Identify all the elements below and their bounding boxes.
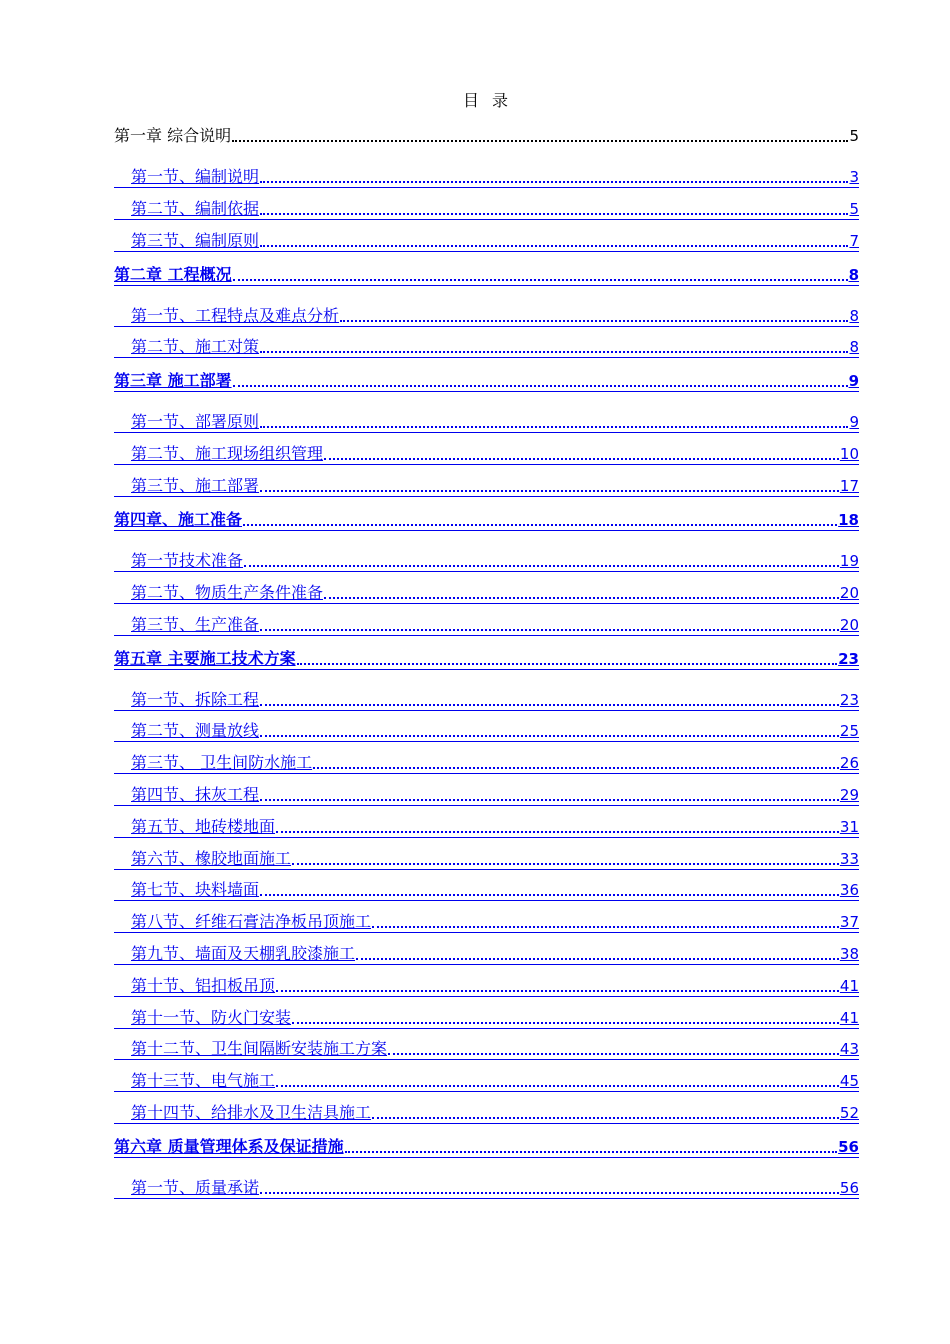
toc-page-number: 19 [839, 551, 859, 570]
toc-section-link[interactable] [114, 410, 859, 434]
toc-dot-leader [232, 140, 848, 142]
toc-dot-leader [356, 958, 839, 960]
toc-entry-label: 第二节、编制依据 [131, 198, 260, 218]
toc-entry-label: 第三节、生产准备 [131, 614, 260, 634]
table-of-contents [114, 124, 859, 1200]
toc-page-number: 29 [839, 785, 859, 804]
toc-page-number: 33 [839, 849, 859, 868]
toc-entry-label: 第二节、施工现场组织管理 [131, 444, 324, 464]
toc-dot-leader [260, 735, 839, 737]
toc-section-link[interactable] [114, 197, 859, 221]
toc-chapter-link[interactable] [114, 647, 859, 671]
toc-dot-leader [260, 181, 848, 183]
toc-dot-leader [297, 663, 838, 665]
toc-section-link[interactable] [114, 613, 859, 637]
toc-entry-label: 第三节、 卫生间防水施工 [131, 753, 313, 773]
toc-page-number: 38 [839, 944, 859, 963]
toc-section-link[interactable] [114, 549, 859, 573]
toc-entry-label: 第二节、物质生产条件准备 [131, 582, 324, 602]
toc-entry-label: 第一节技术准备 [131, 550, 244, 570]
toc-section-link[interactable] [114, 1037, 859, 1061]
toc-dot-leader [260, 629, 839, 631]
toc-section-link[interactable] [114, 974, 859, 998]
toc-dot-leader [260, 490, 839, 492]
toc-dot-leader [388, 1053, 839, 1055]
toc-section-link[interactable] [114, 847, 859, 871]
toc-section-link[interactable] [114, 442, 859, 466]
toc-dot-leader [260, 1192, 839, 1194]
toc-dot-leader [260, 213, 848, 215]
toc-entry-label: 第十一节、防火门安装 [131, 1007, 292, 1027]
toc-dot-leader [244, 565, 839, 567]
toc-section-link[interactable] [114, 910, 859, 934]
toc-section-link[interactable] [114, 878, 859, 902]
toc-entry-label: 第一章 综合说明 [114, 126, 232, 145]
toc-entry-label: 第二节、测量放线 [131, 721, 260, 741]
toc-section-link[interactable] [114, 751, 859, 775]
toc-chapter-link[interactable] [114, 508, 859, 532]
toc-section-link[interactable] [114, 1101, 859, 1125]
toc-page-number: 31 [839, 817, 859, 836]
toc-dot-leader [292, 1022, 839, 1024]
toc-page-number: 8 [849, 306, 859, 325]
toc-page-number: 20 [839, 583, 859, 602]
toc-section-link[interactable] [114, 719, 859, 743]
toc-dot-leader [276, 990, 839, 992]
toc-page-number: 37 [839, 913, 859, 932]
toc-dot-leader [233, 279, 848, 281]
toc-entry-label: 第十四节、给排水及卫生洁具施工 [131, 1102, 372, 1122]
toc-entry-label: 第六章 质量管理体系及保证措施 [114, 1136, 344, 1156]
toc-page-number: 5 [849, 127, 859, 145]
toc-entry-label: 第三章 施工部署 [114, 371, 232, 391]
toc-entry-label: 第十三节、电气施工 [131, 1071, 276, 1091]
toc-dot-leader [260, 799, 839, 801]
toc-dot-leader [324, 597, 839, 599]
toc-dot-leader [345, 1151, 838, 1153]
toc-entry-label: 第九节、墙面及天棚乳胶漆施工 [131, 943, 356, 963]
toc-entry-label: 第十节、铝扣板吊顶 [131, 975, 276, 995]
toc-page-number: 26 [839, 754, 859, 773]
toc-page-number: 41 [839, 1008, 859, 1027]
toc-page-number: 8 [848, 265, 859, 284]
toc-chapter-link[interactable] [114, 1135, 859, 1159]
toc-page-number: 3 [849, 168, 859, 186]
toc-dot-leader [372, 1117, 839, 1119]
toc-page-number: 9 [849, 413, 859, 432]
toc-dot-leader [233, 385, 848, 387]
toc-dot-leader [372, 926, 839, 928]
toc-page-number: 20 [839, 615, 859, 634]
toc-dot-leader [243, 524, 837, 526]
toc-section-link[interactable] [114, 815, 859, 839]
toc-section-link[interactable] [114, 474, 859, 498]
toc-entry-label: 第四章、施工准备 [114, 509, 243, 529]
toc-entry-label: 第二节、施工对策 [131, 337, 260, 357]
toc-entry-label: 第一节、部署原则 [131, 412, 260, 432]
toc-page-number: 17 [839, 476, 859, 495]
toc-entry-label: 第一节、质量承诺 [131, 1177, 260, 1197]
toc-page-number: 52 [839, 1103, 859, 1122]
toc-title: 目 录 [462, 91, 513, 110]
toc-entry-label: 第三节、编制原则 [131, 230, 260, 250]
toc-entry-label: 第一节、工程特点及难点分析 [131, 305, 340, 325]
toc-page-number: 8 [849, 338, 859, 357]
toc-chapter-link [114, 124, 859, 148]
toc-chapter-link[interactable] [114, 263, 859, 287]
toc-entry-label: 第一节、编制说明 [131, 167, 260, 186]
toc-section-link[interactable] [114, 688, 859, 712]
toc-section-link[interactable] [114, 1176, 859, 1200]
toc-page-number: 56 [839, 1178, 859, 1197]
toc-dot-leader [276, 1085, 839, 1087]
toc-page-number: 56 [838, 1137, 859, 1156]
toc-page-number: 23 [839, 690, 859, 709]
toc-section-link[interactable] [114, 1006, 859, 1030]
toc-dot-leader [260, 704, 839, 706]
toc-page-number: 36 [839, 881, 859, 900]
toc-dot-leader [324, 458, 839, 460]
toc-page-number: 5 [849, 199, 859, 218]
toc-entry-label: 第二章 工程概况 [114, 264, 232, 284]
toc-section-link[interactable] [114, 229, 859, 253]
toc-page-number: 7 [849, 231, 859, 250]
toc-section-link[interactable] [114, 942, 859, 966]
toc-section-link[interactable] [114, 304, 859, 328]
toc-chapter-link[interactable] [114, 369, 859, 393]
toc-dot-leader [260, 894, 839, 896]
toc-dot-leader [260, 426, 848, 428]
toc-section-link[interactable] [114, 581, 859, 605]
toc-page-number: 41 [839, 976, 859, 995]
toc-entry-label: 第十二节、卫生间隔断安装施工方案 [131, 1039, 388, 1059]
toc-entry-label: 第八节、纤维石膏洁净板吊顶施工 [131, 912, 372, 932]
toc-dot-leader [292, 863, 839, 865]
toc-dot-leader [276, 831, 839, 833]
toc-entry-label: 第四节、抹灰工程 [131, 784, 260, 804]
toc-entry-label: 第七节、块料墙面 [131, 880, 260, 900]
toc-dot-leader [340, 320, 848, 322]
toc-section-link[interactable] [114, 783, 859, 807]
toc-entry-label: 第五节、地砖楼地面 [131, 816, 276, 836]
toc-section-link[interactable] [114, 1069, 859, 1093]
toc-entry-label: 第六节、橡胶地面施工 [131, 848, 292, 868]
toc-dot-leader [313, 767, 839, 769]
toc-dot-leader [260, 351, 848, 353]
toc-section-link[interactable] [114, 165, 859, 189]
toc-entry-label: 第三节、施工部署 [131, 475, 260, 495]
toc-page-number: 45 [839, 1072, 859, 1091]
toc-section-link[interactable] [114, 335, 859, 359]
toc-entry-label: 第一节、拆除工程 [131, 689, 260, 709]
toc-page-number: 18 [838, 510, 859, 529]
toc-dot-leader [260, 245, 848, 247]
toc-page-number: 9 [848, 372, 859, 391]
toc-entry-label: 第五章 主要施工技术方案 [114, 648, 296, 668]
toc-page-number: 25 [839, 722, 859, 741]
toc-page-number: 10 [839, 445, 859, 464]
toc-page-number: 23 [838, 649, 859, 668]
toc-page-number: 43 [839, 1040, 859, 1059]
